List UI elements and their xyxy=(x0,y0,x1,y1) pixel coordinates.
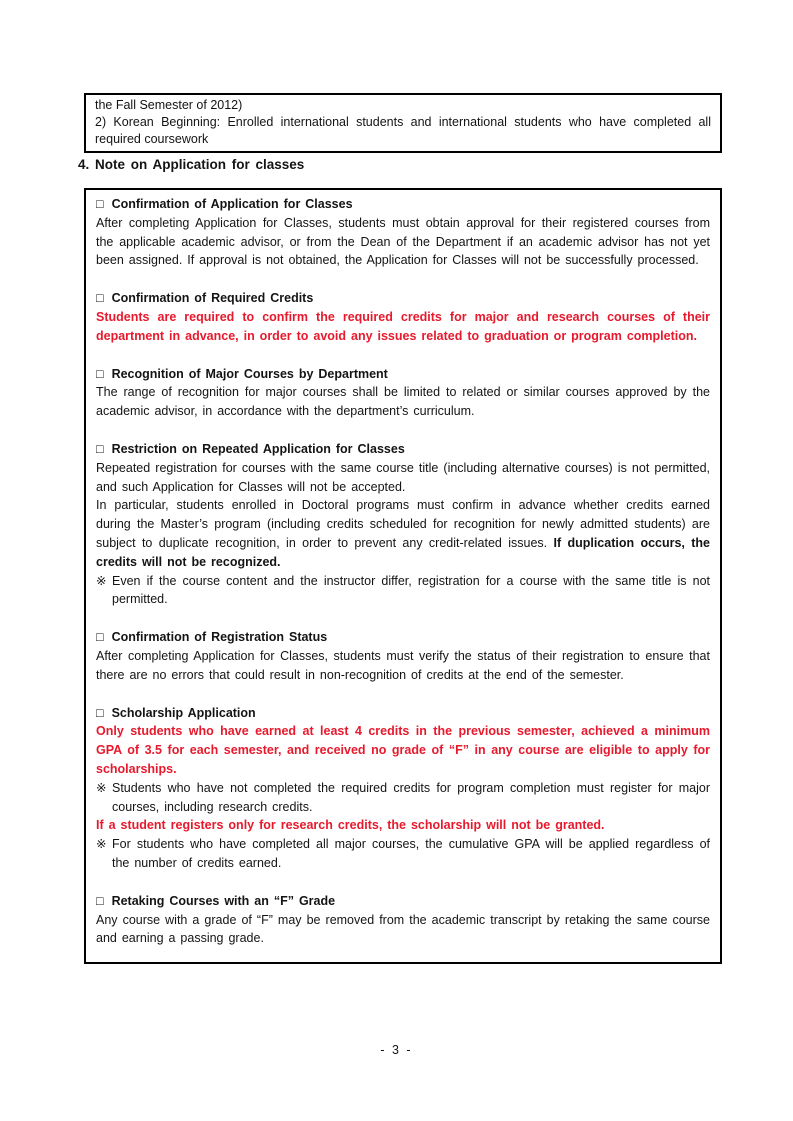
section-paragraph: Repeated registration for courses with the same course title (including alternative courses) is not permitted, and such Application for Classes will not be accepted. xyxy=(96,460,710,494)
reference-note-text: For students who have completed all major courses, the cumulative GPA will be applied regardless of the number of credits earned. xyxy=(112,837,710,870)
checkbox-bullet-icon: □ xyxy=(96,630,104,645)
section-paragraph: After completing Application for Classes, students must obtain approval for their registered courses from the applicable academic advisor, or from the Dean of the Department if an academic advisor has not yet been assigned. If approval is not obtained, the Application for Classes will not be successfully processed. xyxy=(96,215,710,268)
checkbox-bullet-icon: □ xyxy=(96,366,104,381)
page-title: 4. Note on Application for classes xyxy=(78,157,305,172)
reference-mark-icon: ※ xyxy=(96,780,107,795)
section-title-text: Confirmation of Registration Status xyxy=(111,630,328,645)
section-retaking-f-grade-courses xyxy=(96,892,710,948)
section-recognition-of-major-courses xyxy=(96,365,710,421)
section-paragraph-red: Students are required to confirm the required credits for major and research courses of their department in advance, in order to avoid any issues related to graduation or program completion. xyxy=(96,309,710,343)
section-confirmation-of-required-credits xyxy=(96,289,710,345)
section-title-text: Retaking Courses with an “F” Grade xyxy=(111,893,336,908)
reference-mark-icon: ※ xyxy=(96,573,107,588)
notes-box xyxy=(84,188,722,964)
section-title xyxy=(96,289,710,308)
section-paragraph xyxy=(96,496,710,571)
section-title xyxy=(96,195,710,214)
section-paragraph-red: Only students who have earned at least 4 credits in the previous semester, achieved a minimum GPA of 3.5 for each semester, and received no grade of “F” in any course are eligible to apply for scholarships. xyxy=(96,724,710,776)
section-title-text: Recognition of Major Courses by Department xyxy=(111,366,388,381)
section-title-text: Restriction on Repeated Application for Classes xyxy=(111,441,405,456)
section-confirmation-of-application xyxy=(96,195,710,270)
page-number: - 3 - xyxy=(380,1043,413,1057)
section-confirmation-of-registration-status xyxy=(96,628,710,684)
paragraph-part-bold: If duplication occurs, the credits will not be recognized. xyxy=(96,535,710,569)
section-paragraph-red: If a student registers only for research credits, the scholarship will not be granted. xyxy=(96,818,605,833)
section-paragraph: After completing Application for Classes, students must verify the status of their registration to ensure that there are no errors that could result in non-recognition of credits at the end of the semester. xyxy=(96,648,710,682)
section-title xyxy=(96,628,710,647)
section-paragraph: Any course with a grade of “F” may be removed from the academic transcript by retaking the same course and earning a passing grade. xyxy=(96,912,710,946)
reference-note-text: Even if the course content and the instructor differ, registration for a course with the same title is not permitted. xyxy=(112,573,710,607)
reference-note-text: Students who have not completed the required credits for program completion must register for major courses, including research credits. xyxy=(112,780,710,814)
section-title-text: Scholarship Application xyxy=(111,705,256,720)
section-title xyxy=(96,704,710,723)
section-scholarship-application xyxy=(96,704,710,873)
reference-note xyxy=(96,835,710,873)
section-title xyxy=(96,892,710,911)
reference-note xyxy=(96,572,710,610)
reference-note xyxy=(96,779,710,817)
checkbox-bullet-icon: □ xyxy=(96,441,104,456)
section-restriction-on-repeated-application xyxy=(96,440,710,609)
checkbox-bullet-icon: □ xyxy=(96,893,104,908)
checkbox-bullet-icon: □ xyxy=(96,197,104,211)
reference-mark-icon: ※ xyxy=(96,837,107,852)
checkbox-bullet-icon: □ xyxy=(96,291,104,306)
section-title-text: Confirmation of Application for Classes xyxy=(111,197,353,211)
checkbox-bullet-icon: □ xyxy=(96,705,104,720)
continuation-line-2: 2) Korean Beginning: Enrolled international students and international students who have completed all required coursework xyxy=(95,114,711,146)
section-title xyxy=(96,440,710,459)
section-title-text: Confirmation of Required Credits xyxy=(111,291,314,306)
continuation-line-1: the Fall Semester of 2012) xyxy=(95,98,243,112)
continuation-box xyxy=(84,93,722,153)
section-title xyxy=(96,365,710,384)
paragraph-part: In particular, students enrolled in Doctoral programs must confirm in advance whether credits earned during the Master’s program (including credits scheduled for recognition for newly admitted students) are subject to duplicate recognition, in order to prevent any credit-related issues. xyxy=(96,498,710,550)
section-paragraph: The range of recognition for major courses shall be limited to related or similar courses approved by the academic advisor, in accordance with the department’s curriculum. xyxy=(96,385,710,419)
